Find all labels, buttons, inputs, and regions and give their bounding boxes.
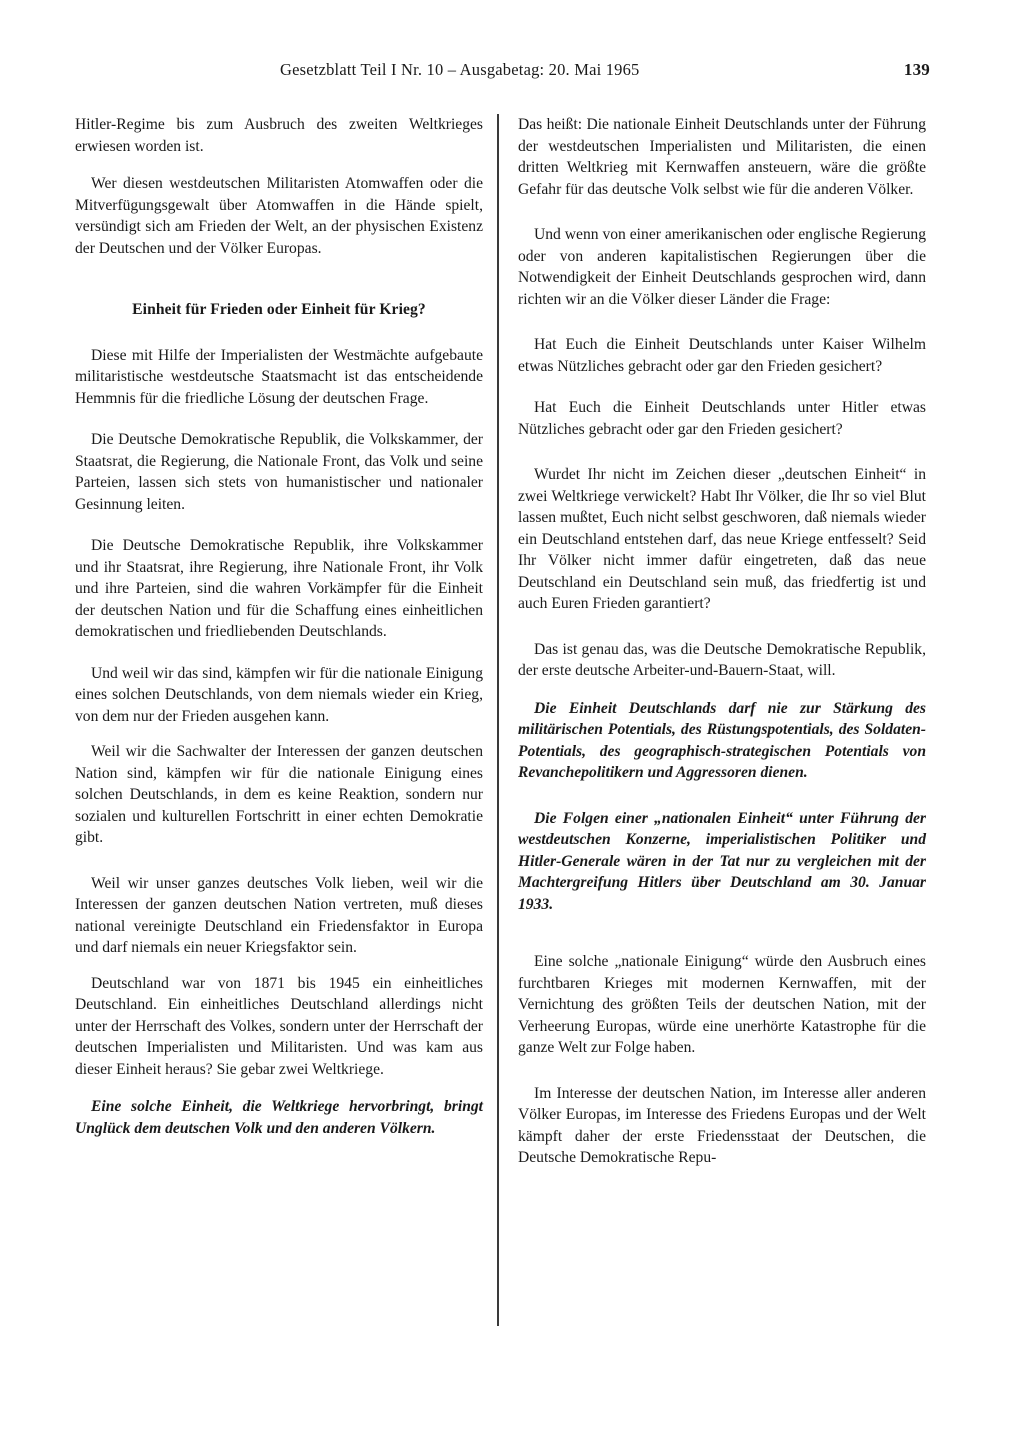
paragraph: Und wenn von einer amerikanischen oder englische Regierung oder von anderen kapitalistischen Regierungen über die Notwendigkeit der Einheit Deutschlands gesprochen wird, dann richten wir an die Völker dieser Länder die Frage:: [518, 226, 926, 308]
italic-paragraph: Die Folgen einer „nationalen Einheit“ unter Führung der westdeutschen Konzerne, imperialistischen Politiker und Hitler-Generale wären in der Tat nur zu vergleichen mit der Machtergreifung Hitlers über Deutschland am 30. Januar 1933.: [518, 809, 926, 913]
page-header: [280, 60, 930, 84]
left-column: [75, 114, 483, 1139]
paragraph: Im Interesse der deutschen Nation, im Interesse aller anderen Völker Europas, im Interesse des Friedens Europas und der Welt kämpft daher der erste Friedensstaat der Deutschen, die Deutsche Demokratische Repu-: [518, 1084, 926, 1166]
paragraph: Hat Euch die Einheit Deutschlands unter Hitler etwas Nützliches gebracht oder gar den Frieden gesichert?: [518, 399, 926, 438]
page-number: 139: [903, 60, 930, 79]
italic-paragraph: Eine solche Einheit, die Weltkriege hervorbringt, bringt Unglück dem deutschen Volk und den anderen Völkern.: [75, 1098, 483, 1137]
section-heading: Einheit für Frieden oder Einheit für Krieg?: [132, 301, 426, 318]
paragraph: Eine solche „nationale Einigung“ würde den Ausbruch eines furchtbaren Krieges mit modernen Kernwaffen, mit der Vernichtung des größten Teils der deutschen Nation, mit der Verheerung Europas, würde eine unerhörte Katastrophe für die ganze Welt zur Folge haben.: [518, 953, 926, 1056]
paragraph: Die Deutsche Demokratische Republik, die Volkskammer, der Staatsrat, die Regierung, die Nationale Front, das Volk und seine Parteien, lassen sich stets von humanistischer und nationaler Gesinnung leiten.: [75, 431, 483, 513]
italic-paragraph: Die Einheit Deutschlands darf nie zur Stärkung des militärischen Potentials, des Rüstungspotentials, des Soldaten-Potentials, des geographisch-strategischen Potentials von Revanchepolitikern und Aggressoren dienen.: [518, 699, 926, 781]
paragraph: Hat Euch die Einheit Deutschlands unter Kaiser Wilhelm etwas Nützliches gebracht oder gar den Frieden gesichert?: [518, 336, 926, 375]
paragraph: Das ist genau das, was die Deutsche Demokratische Republik, der erste deutsche Arbeiter-und-Bauern-Staat, will.: [518, 640, 926, 679]
paragraph: Weil wir unser ganzes deutsches Volk lieben, weil wir die Interessen der ganzen deutschen Nation vertreten, muß dieses national vereinigte Deutschland ein Friedensfaktor in Europa und darf niemals ein neuer Kriegsfaktor sein.: [75, 874, 483, 956]
column-divider: [497, 114, 499, 1326]
paragraph: Wer diesen westdeutschen Militaristen Atomwaffen oder die Mitverfügungsgewalt über Atomwaffen in die Hände spielt, versündigt sich am Frieden der Welt, an der physischen Existenz der Deutschen und der Völker Europas.: [75, 175, 483, 257]
paragraph: Wurdet Ihr nicht im Zeichen dieser „deutschen Einheit“ in zwei Weltkriege verwickelt? Habt Ihr Völker, die Ihr so viel Blut lassen mußtet, Euch nicht selbst geschworen, daß niemals wieder ein Deutschland entstehen darf, das neue Kriege entfesselt? Seid Ihr Völker nicht immer dafür eingetreten, daß das neue Deutschland ein Deutschland sein muß, das friedfertig ist und auch Euren Frieden garantiert?: [518, 466, 926, 612]
right-column: [518, 114, 926, 1169]
paragraph: Diese mit Hilfe der Imperialisten der Westmächte aufgebaute militaristische westdeutsche Staatsmacht ist das entscheidende Hemmnis für die friedliche Lösung der deutschen Frage.: [75, 346, 483, 407]
paragraph: Weil wir die Sachwalter der Interessen der ganzen deutschen Nation sind, kämpfen wir für die nationale Einigung eines solchen Deutschlands, in dem es keine Reaktion, sondern nur sozialen und kulturellen Fortschritt in einer echten Demokratie gibt.: [75, 743, 483, 846]
paragraph: Hitler-Regime bis zum Ausbruch des zweiten Weltkrieges erwiesen worden ist.: [75, 116, 483, 155]
paragraph: Deutschland war von 1871 bis 1945 ein einheitliches Deutschland. Ein einheitliches Deutschland allerdings nicht unter der Herrschaft des Volkes, sondern unter der Herrschaft der deutschen Imperialisten und Militaristen. Und was kam aus dieser Einheit heraus? Sie gebar zwei Weltkriege.: [75, 974, 483, 1078]
paragraph: Das heißt: Die nationale Einheit Deutschlands unter der Führung der westdeutschen Imperialisten und Militaristen, die einen dritten Weltkrieg mit Kernwaffen ansteuern, wäre die größte Gefahr für das deutsche Volk selbst wie für die anderen Völker.: [518, 116, 926, 198]
running-title: Gesetzblatt Teil I Nr. 10 – Ausgabetag: 20. Mai 1965: [280, 60, 640, 79]
paragraph: Die Deutsche Demokratische Republik, ihre Volkskammer und ihr Staatsrat, ihre Regierung, ihre Nationale Front, ihr Volk und ihre Parteien, sind die wahren Vorkämpfer für die Einheit der deutschen Nation und für die Schaffung eines einheitlichen demokratischen und friedliebenden Deutschlands.: [75, 537, 483, 640]
paragraph: Und weil wir das sind, kämpfen wir für die nationale Einigung eines solchen Deutschlands, von dem niemals wieder ein Krieg, von dem nur der Frieden ausgehen kann.: [75, 664, 483, 725]
